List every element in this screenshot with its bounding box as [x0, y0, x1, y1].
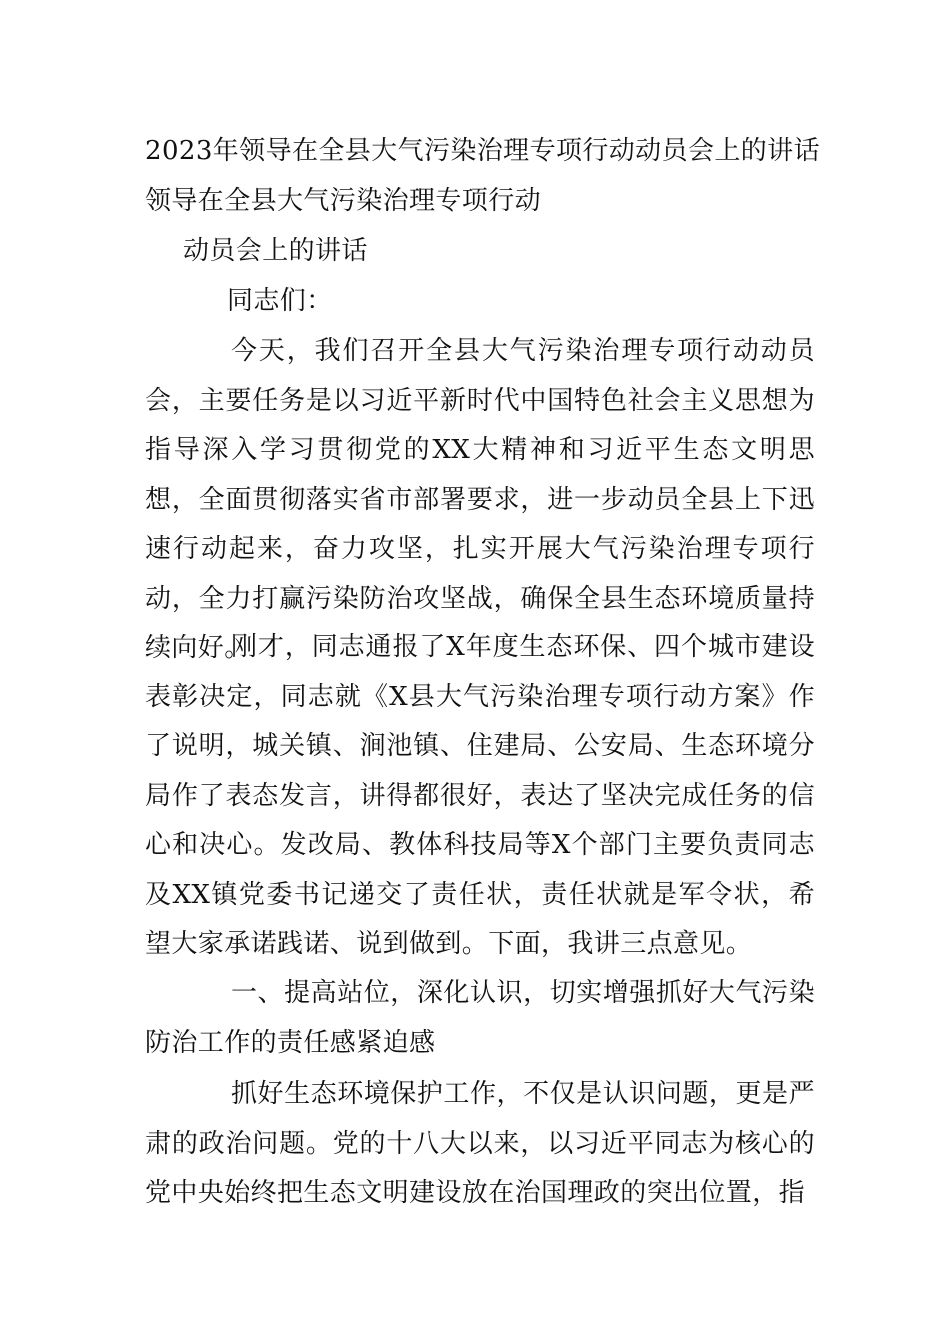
- paragraph-review: 刚才，同志通报了X年度生态环保、四个城市建设表彰决定，同志就《X县大气污染治理专项行动方案》作了说明，城关镇、涧池镇、住建局、公安局、生态环境分局作了表态发言，讲得都很好，表达了坚决完成任务的信心和决心。发改局、教体科技局等X个部门主要负责同志及XX镇党委书记递交了责任状，责任状就是军令状，希望大家承诺践诺、说到做到。下面，我讲三点意见。: [145, 632, 815, 959]
- document-title: 2023年领导在全县大气污染治理专项行动动员会上的讲话: [145, 136, 820, 166]
- document-subtitle-line-1: 领导在全县大气污染治理专项行动: [145, 186, 542, 216]
- document-subtitle-line-2: 动员会上的讲话: [183, 236, 368, 266]
- section-heading-1: 一、提高站位，深化认识，切实增强抓好大气污染防治工作的责任感紧迫感: [145, 978, 815, 1058]
- paragraph-section-1-body: 抓好生态环境保护工作，不仅是认识问题，更是严肃的政治问题。党的十八大以来，以习近平同志为核心的党中央始终把生态文明建设放在治国理政的突出位置，指: [145, 1079, 815, 1208]
- salutation: 同志们：: [227, 286, 333, 316]
- paragraph-opening: 今天，我们召开全县大气污染治理专项行动动员会，主要任务是以习近平新时代中国特色社会主义思想为指导深入学习贯彻党的XX大精神和习近平生态文明思想，全面贯彻落实省市部署要求，进一步动员全县上下迅速行动起来，奋力攻坚，扎实开展大气污染治理专项行动，全力打赢污染防治攻坚战，确保全县生态环境质量持续向好。: [145, 336, 815, 663]
